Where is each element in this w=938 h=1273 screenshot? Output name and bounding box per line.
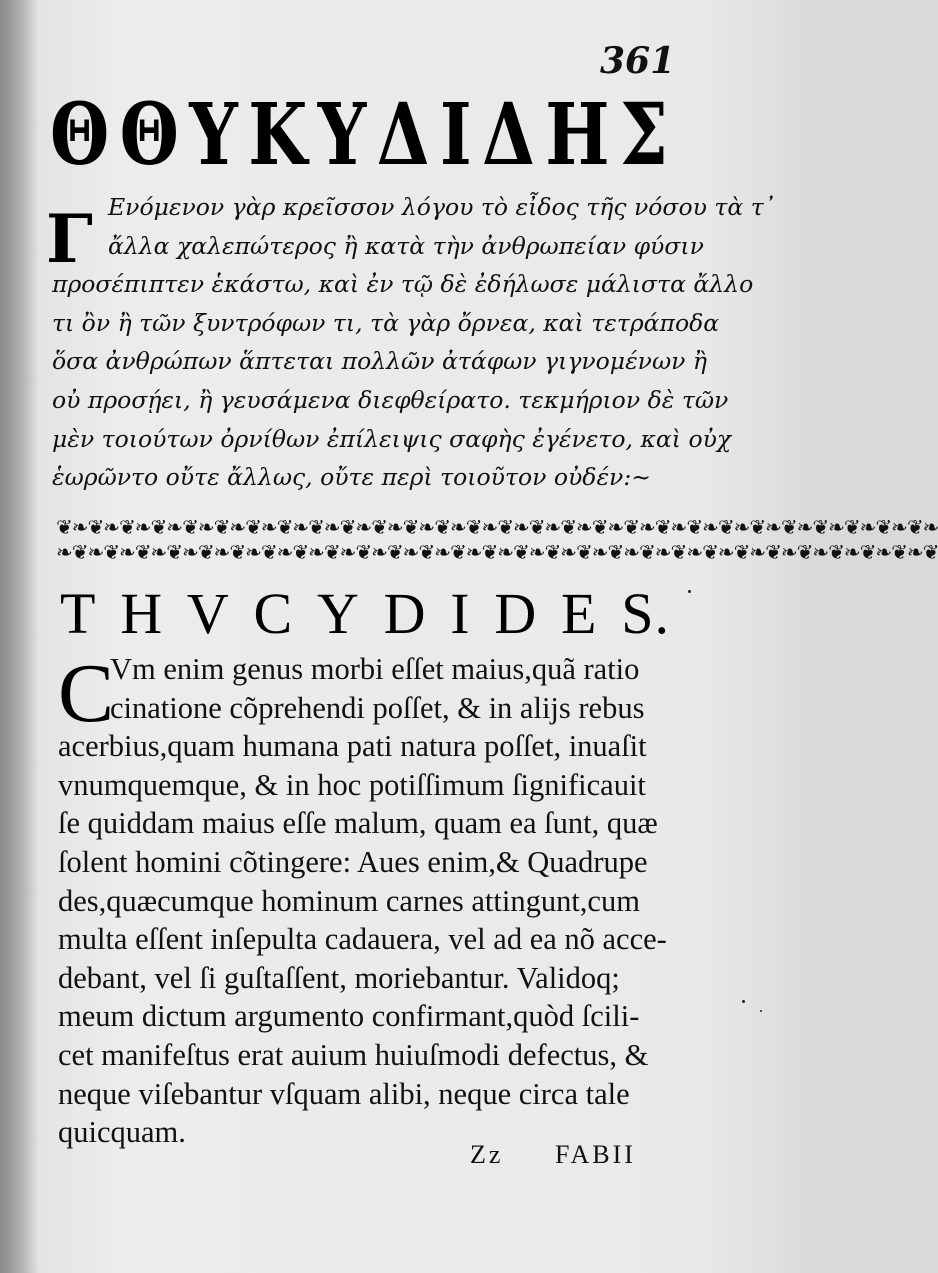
catchword: FABII [555,1140,636,1169]
latin-line: ſe quiddam maius eſſe malum, quam ea ſunt, quæ [58,806,658,841]
greek-title-letter: Υ [317,85,369,185]
latin-line: multa eſſent inſepulta cadauera, vel ad ea nõ acce- [58,922,667,957]
paper-speck [742,1000,745,1003]
latin-line: acerbius,quam humana pati natura poſſet, inuaſit [58,729,647,764]
latin-title-letter: S. [621,581,670,646]
latin-line: vnumquemque, & in hoc potiſſimum ſignificauit [58,767,646,802]
latin-line: neque viſebantur vſquam alibi, neque circa tale [58,1076,630,1111]
latin-title-letter: H [120,581,164,646]
greek-title-letter: Σ [619,85,670,185]
latin-line: ſolent homini cõtingere: Aues enim,& Quadrupe [58,844,648,879]
latin-line: debant, vel ſi guſtaſſent, moriebantur. Validoq; [58,960,620,995]
greek-line: ἄλλα χαλεπώτερος ἢ κατὰ τὴν ἀνθρωπείαν φύσιν [108,231,704,260]
latin-title-letter: C [253,581,294,646]
greek-line: οὐ προσῄει, ἢ γευσάμενα διεφθείρατο. τεκμήριον δὲ τῶν [52,385,729,414]
latin-title-letter: E [561,581,598,646]
greek-line: προσέπιπτεν ἑκάστω, καὶ ἐν τῷ δὲ ἐδήλωσε μάλιστα ἄλλο [52,270,754,299]
greek-line: ὅσα ἀνθρώπων ἅπτεται πολλῶν ἀτάφων γιγνομένων ἢ [52,347,707,376]
paper-speck [760,1010,762,1012]
greek-text-block [52,188,776,497]
greek-title-letter: Υ [189,85,240,185]
latin-text-block [58,647,678,1152]
greek-title [50,85,670,185]
latin-title-letter: D [494,581,538,646]
paper-speck [688,590,691,593]
greek-title-letter: Θ [50,85,112,185]
latin-title-letter: D [383,581,427,646]
latin-title-letter: T [60,581,97,646]
page-number: 361 [600,40,676,82]
latin-drop-capital: C [58,647,115,740]
latin-line: cinatione cõprehendi poſſet, & in alijs rebus [110,690,645,725]
greek-line: τι ὂν ἢ τῶν ξυντρόφων τι, τὰ γὰρ ὄρνεα, καὶ τετράποδα [52,308,720,337]
ornament-band-top: ❦❧❦❧❦❧❦❧❦❧❦❧❦❧❦❧❦❧❦❧❦❧❦❧❦❧❦❧❦❧❦❧❦❧❦❧❦❧❦❧❦❧❦❧❦❧❦❧❦❧❦❧❦❧❦❧ [56,515,938,539]
latin-line: cet manifeſtus erat auium huiuſmodi defectus, & [58,1037,649,1072]
gutter-shadow [0,0,38,1273]
latin-title [60,580,670,647]
greek-line: Ενόμενον γὰρ κρεῖσσον λόγου τὸ εἶδος τῆς νόσου τὰ τ᾽ [108,193,776,221]
greek-title-letter: Θ [119,85,181,185]
latin-line: des,quæcumque hominum carnes attingunt,cum [58,883,640,918]
latin-line: quicquam. [58,1115,186,1150]
latin-title-letter: I [450,581,471,646]
greek-drop-capital: Γ [46,200,93,278]
greek-line: μὲν τοιούτων ὀρνίθων ἐπίλειψις σαφὴς ἐγένετο, καὶ οὐχ [52,424,732,453]
greek-title-letter: Δ [482,85,537,185]
greek-title-letter: Δ [376,85,432,185]
latin-line: meum dictum argumento confirmant,quòd ſcili- [58,999,640,1034]
latin-title-letter: V [186,581,230,646]
signature-mark: Zz [470,1140,504,1169]
latin-line: Vm enim genus morbi eſſet maius,quã ratio [110,652,640,686]
greek-title-letter: Ι [439,85,474,185]
greek-title-letter: Κ [248,85,310,185]
ornament-band-bottom: ❧❦❧❦❧❦❧❦❧❦❧❦❧❦❧❦❧❦❧❦❧❦❧❦❧❦❧❦❧❦❧❦❧❦❧❦❧❦❧❦❧❦❧❦❧❦❧❦❧❦❧❦❧❦❧❦ [56,540,938,564]
latin-title-letter: Y [316,581,360,646]
greek-title-letter: Η [545,85,612,185]
greek-line: ἑωρῶντο οὔτε ἄλλως, οὔτε περὶ τοιοῦτον οὐδέν:~ [52,463,651,492]
